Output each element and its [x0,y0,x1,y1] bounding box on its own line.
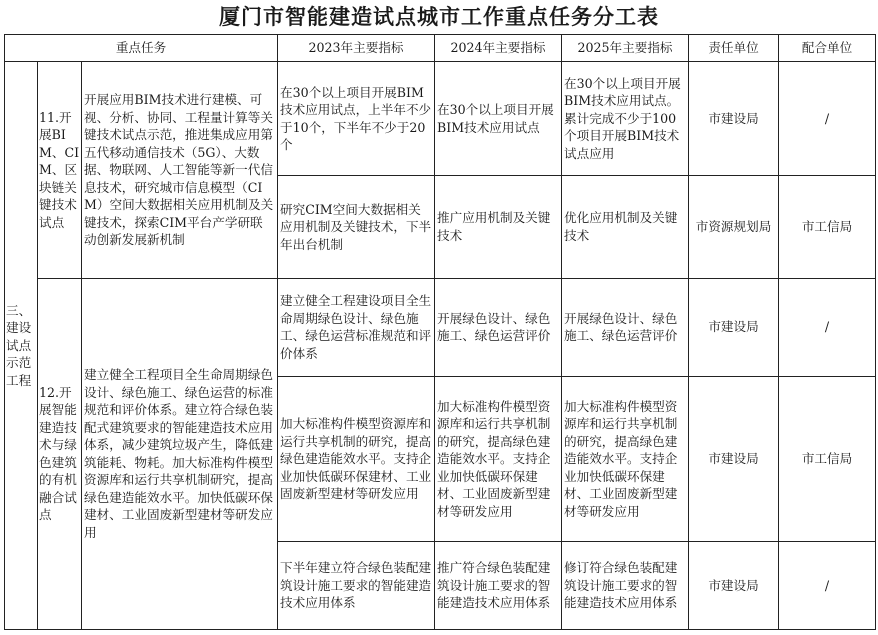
cell-2025: 修订符合绿色装配建筑设计施工要求的智能建造技术应用体系 [562,542,689,630]
header-2025: 2025年主要指标 [562,35,689,62]
task-table [4,34,876,630]
header-cooperating: 配合单位 [779,35,876,62]
cell-2024: 推广符合绿色装配建筑设计施工要求的智能建造技术应用体系 [435,542,562,630]
category-cell: 三、建设试点示范工程 [5,62,38,630]
cell-cooperating: / [779,542,876,630]
header-2023: 2023年主要指标 [278,35,435,62]
task-description-11: 开展应用BIM技术进行建模、可视、分析、协同、工程量计算等关键技术试点示范，推进集成应用第五代移动通信技术（5G）、大数据、物联网、人工智能等新一代信息技术，研究城市信息模型（CIM）空间大数据相关应用机制及关键技术，探索CIM平台产学研联动创新发展新机制 [82,62,278,279]
cell-responsible: 市资源规划局 [689,176,779,278]
cell-2024: 在30个以上项目开展BIM技术应用试点 [435,62,562,176]
cell-cooperating: 市工信局 [779,376,876,541]
cell-cooperating: 市工信局 [779,176,876,278]
cell-2023: 研究CIM空间大数据相关应用机制及关键技术，下半年出台机制 [278,176,435,278]
header-2024: 2024年主要指标 [435,35,562,62]
cell-2024: 开展绿色设计、绿色施工、绿色运营评价 [435,278,562,376]
cell-2023: 加大标准构件模型资源库和运行共享机制的研究，提高绿色建造能效水平。支持企业加快低碳环保建材、工业固废新型建材等研发应用 [278,376,435,541]
table-row [5,62,876,176]
cell-responsible: 市建设局 [689,62,779,176]
cell-2024: 推广应用机制及关键技术 [435,176,562,278]
task-name-11: 11.开展BIM、CIM、区块链关键技术试点 [38,62,82,279]
task-name-12: 12.开展智能建造技术与绿色建筑的有机融合试点 [38,278,82,629]
header-responsible: 责任单位 [689,35,779,62]
cell-2024: 加大标准构件模型资源库和运行共享机制的研究，提高绿色建造能效水平。支持企业加快低碳环保建材、工业固废新型建材等研发应用 [435,376,562,541]
cell-2025: 加大标准构件模型资源库和运行共享机制的研究，提高绿色建造能效水平。支持企业加快低碳环保建材、工业固废新型建材等研发应用 [562,376,689,541]
task-description-12: 建立健全工程项目全生命周期绿色设计、绿色施工、绿色运营的标准规范和评价体系。建立符合绿色装配式建筑要求的智能建造技术应用体系，减少建筑垃圾产生，降低建筑能耗、物耗。加大标准构件模型资源库和运行共享机制研究，提高绿色建造能效水平。加快低碳环保建材、工业固废新型建材等研发应用 [82,278,278,629]
cell-2023: 在30个以上项目开展BIM技术应用试点，上半年不少于10个，下半年不少于20个 [278,62,435,176]
cell-2023: 下半年建立符合绿色装配建筑设计施工要求的智能建造技术应用体系 [278,542,435,630]
document-title: 厦门市智能建造试点城市工作重点任务分工表 [219,5,659,29]
header-row [5,35,876,62]
table-row [5,278,876,376]
cell-cooperating: / [779,62,876,176]
cell-2023: 建立健全工程建设项目全生命周期绿色设计、绿色施工、绿色运营标准规范和评价体系 [278,278,435,376]
header-task: 重点任务 [5,35,278,62]
cell-cooperating: / [779,278,876,376]
cell-responsible: 市建设局 [689,542,779,630]
cell-responsible: 市建设局 [689,376,779,541]
cell-2025: 开展绿色设计、绿色施工、绿色运营评价 [562,278,689,376]
cell-2025: 优化应用机制及关键技术 [562,176,689,278]
cell-2025: 在30个以上项目开展BIM技术应用试点。累计完成不少于100个项目开展BIM技术试点应用 [562,62,689,176]
cell-responsible: 市建设局 [689,278,779,376]
